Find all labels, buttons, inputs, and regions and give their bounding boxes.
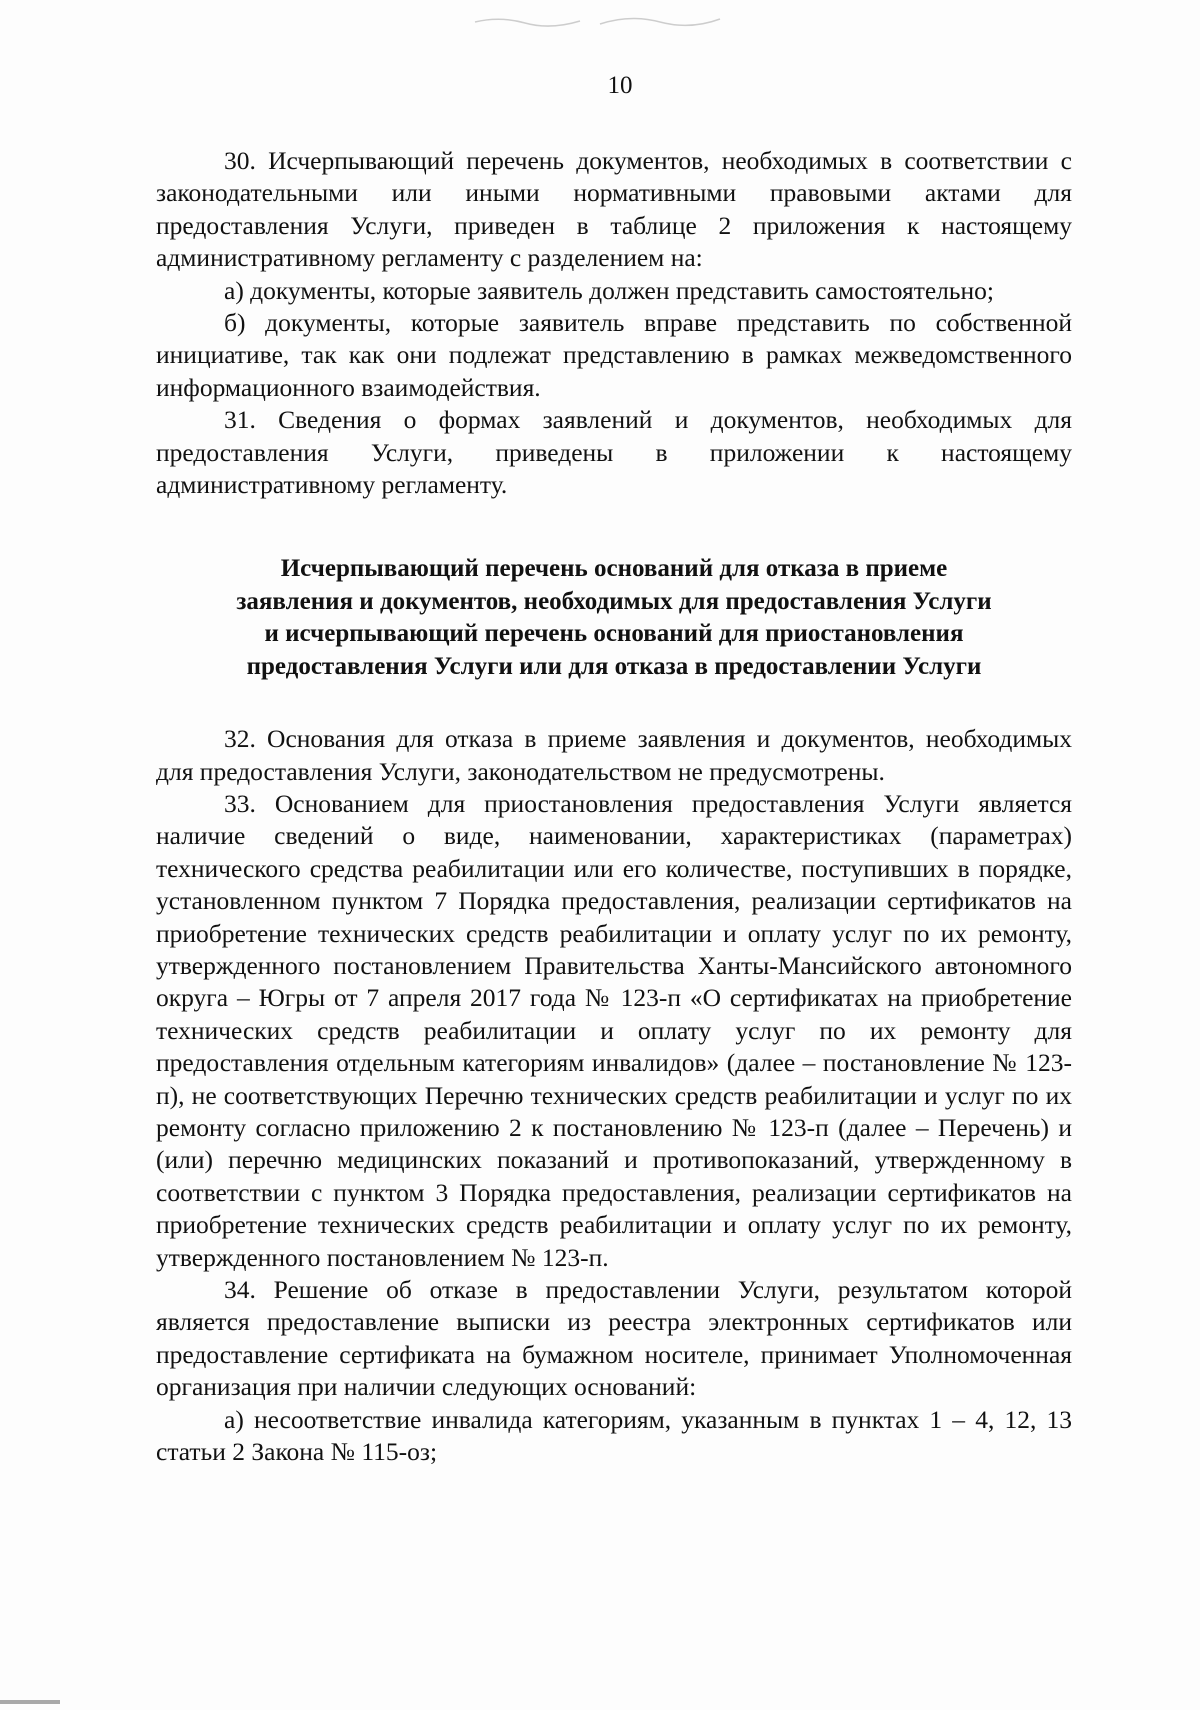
- paragraph-32: 32. Основания для отказа в приеме заявления и документов, необходимых для предоставления Услуги, законодательством не предусмотрены.: [156, 724, 1072, 786]
- paragraph-30: 30. Исчерпывающий перечень документов, необходимых в соответствии с законодательными или иными нормативными правовыми актами для предоставления Услуги, приведен в таблице 2 приложения к настоящему административному регламенту с разделением на:: [156, 146, 1072, 273]
- section-heading-line: Исчерпывающий перечень оснований для отказа в приеме: [280, 555, 948, 583]
- scan-edge-mark: [0, 1700, 60, 1704]
- paragraph-30-a: а) документы, которые заявитель должен представить самостоятельно;: [224, 275, 995, 305]
- paragraph-34: 34. Решение об отказе в предоставлении Услуги, результатом которой является предоставление выписки из реестра электронных сертификатов или предоставление сертификата на бумажном носителе, принимает Уполномоченная организация при наличии следующих оснований:: [156, 1275, 1072, 1402]
- paragraph-31: 31. Сведения о формах заявлений и документов, необходимых для предоставления Услуги, приведены в приложении к настоящему административному регламенту.: [156, 405, 1072, 500]
- paragraph-30-b: б) документы, которые заявитель вправе представить по собственной инициативе, так как они подлежат представлению в рамках межведомственного информационного взаимодействия.: [156, 308, 1072, 402]
- document-body: [156, 145, 1072, 1468]
- section-heading-line: заявления и документов, необходимых для предоставления Услуги: [236, 587, 992, 615]
- paragraph-34-a: а) несоответствие инвалида категориям, указанным в пунктах 1 – 4, 12, 13 статьи 2 Закона № 115-оз;: [156, 1404, 1072, 1467]
- section-heading-line: предоставления Услуги или для отказа в предоставлении Услуги: [246, 652, 982, 680]
- scan-artifact-icon: [470, 8, 730, 34]
- section-heading-line: и исчерпывающий перечень оснований для приостановления: [264, 620, 964, 648]
- section-heading: [156, 553, 1072, 683]
- paragraph-33: 33. Основанием для приостановления предоставления Услуги является наличие сведений о виде, наименовании, характеристиках (параметрах) технического средства реабилитации или его количестве, поступивших в порядке, установленном пунктом 7 Порядка предоставления, реализации сертификатов на приобретение технических средств реабилитации и оплату услуг по их ремонту, утвержденного постановлением Правительства Ханты-Мансийского автономного округа – Югры от 7 апреля 2017 года № 123-п «О сертификатах на приобретение технических средств реабилитации и оплату услуг по их ремонту для предоставления отдельным категориям инвалидов» (далее – постановление № 123-п), не соответствующих Перечню технических средств реабилитации и услуг по их ремонту согласно приложению 2 к постановлению № 123-п (далее – Перечень) и (или) перечню медицинских показаний и противопоказаний, утвержденному в соответствии с пунктом 3 Порядка предоставления, реализации сертификатов на приобретение технических средств реабилитации и оплату услуг по их ремонту, утвержденного постановлением № 123-п.: [156, 788, 1072, 1272]
- page-number: 10: [607, 72, 633, 99]
